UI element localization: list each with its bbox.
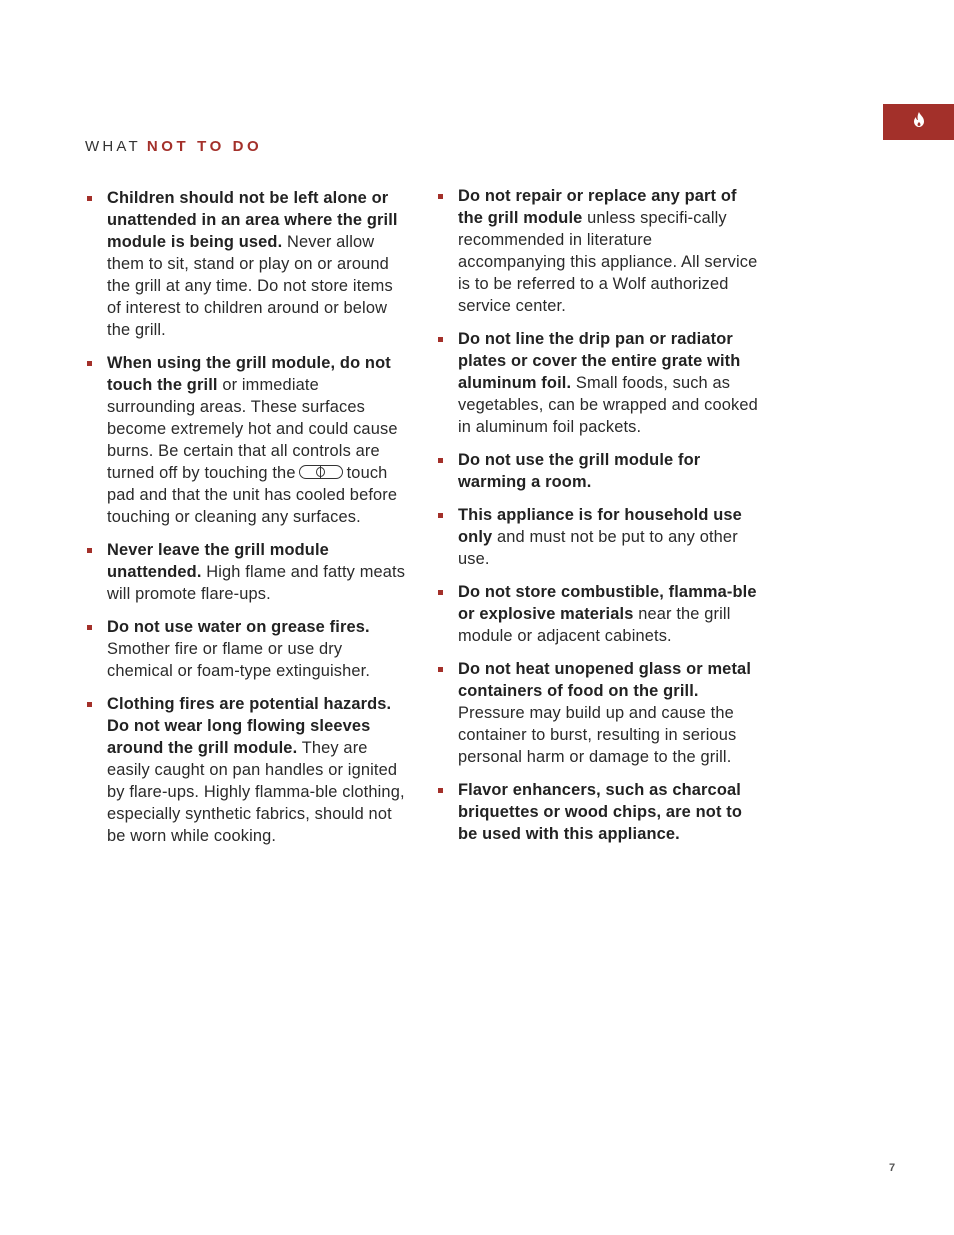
warning-text: unless specifi-cally recommended in literature accompanying this appliance. All service is to be referred to a Wolf authorized service center.	[458, 209, 758, 315]
list-item	[85, 693, 410, 847]
warning-text: near the grill module or adjacent cabinets.	[458, 605, 731, 645]
list-item	[436, 449, 761, 493]
warning-text: touch pad and that the unit has cooled before touching or cleaning any surfaces.	[107, 464, 398, 526]
warning-bold: Do not line the drip pan or radiator plates or cover the entire grate with aluminum foil.	[458, 330, 741, 392]
heading-lead: WHAT	[85, 138, 141, 155]
warning-text: They are easily caught on pan handles or ignited by flare-ups. Highly flamma-ble clothing, especially synthetic fabrics, should not be worn while cooking.	[107, 739, 405, 845]
warning-text: and must not be put to any other use.	[458, 528, 738, 568]
warning-bold: Do not store combustible, flamma-ble or explosive materials	[458, 583, 757, 623]
warning-text: or immediate surrounding areas. These surfaces become extremely hot and could cause burns. Be certain that all controls are turned off by touching the	[107, 376, 398, 482]
list-item	[85, 539, 410, 605]
warning-bold: Flavor enhancers, such as charcoal briquettes or wood chips, are not to be used with this appliance.	[458, 781, 743, 843]
warning-text: Never allow them to sit, stand or play on or around the grill at any time. Do not store items of interest to children around or below the grill.	[107, 233, 393, 339]
warning-bold: Do not heat unopened glass or metal containers of food on the grill.	[458, 660, 752, 700]
warning-bold: When using the grill module, do not touch the grill	[107, 354, 391, 394]
warning-text: Pressure may build up and cause the container to burst, resulting in serious personal harm or damage to the grill.	[458, 704, 737, 766]
list-item	[436, 504, 761, 570]
list-item	[436, 658, 761, 768]
warning-bold: Clothing fires are potential hazards. Do not wear long flowing sleeves around the grill module.	[107, 695, 392, 757]
list-item	[85, 616, 410, 682]
right-warning-list	[436, 185, 761, 856]
warning-text: Small foods, such as vegetables, can be wrapped and cooked in aluminum foil packets.	[458, 374, 758, 436]
page-number: 7	[889, 1162, 896, 1174]
heading-accent: NOT TO DO	[146, 138, 263, 155]
list-item	[85, 352, 410, 528]
warning-bold: Never leave the grill module unattended.	[107, 541, 329, 581]
flame-icon	[913, 112, 925, 132]
warning-bold: Do not repair or replace any part of the grill module	[458, 187, 737, 227]
left-warning-list	[85, 187, 410, 858]
list-item	[436, 581, 761, 647]
warning-bold: Do not use water on grease fires.	[107, 618, 370, 636]
warning-bold: Children should not be left alone or unattended in an area where the grill module is being used.	[107, 189, 398, 251]
warning-bold: Do not use the grill module for warming a room.	[458, 451, 701, 491]
list-item	[85, 187, 410, 341]
section-heading	[85, 138, 262, 155]
list-item	[436, 328, 761, 438]
list-item	[436, 779, 761, 845]
power-touch-pad-icon	[299, 465, 343, 479]
warning-bold: This appliance is for household use only	[458, 506, 742, 546]
warning-text: High flame and fatty meats will promote flare-ups.	[107, 563, 406, 603]
warning-text: Smother fire or flame or use dry chemical or foam-type extinguisher.	[107, 640, 371, 680]
list-item	[436, 185, 761, 317]
section-tab	[883, 104, 954, 140]
